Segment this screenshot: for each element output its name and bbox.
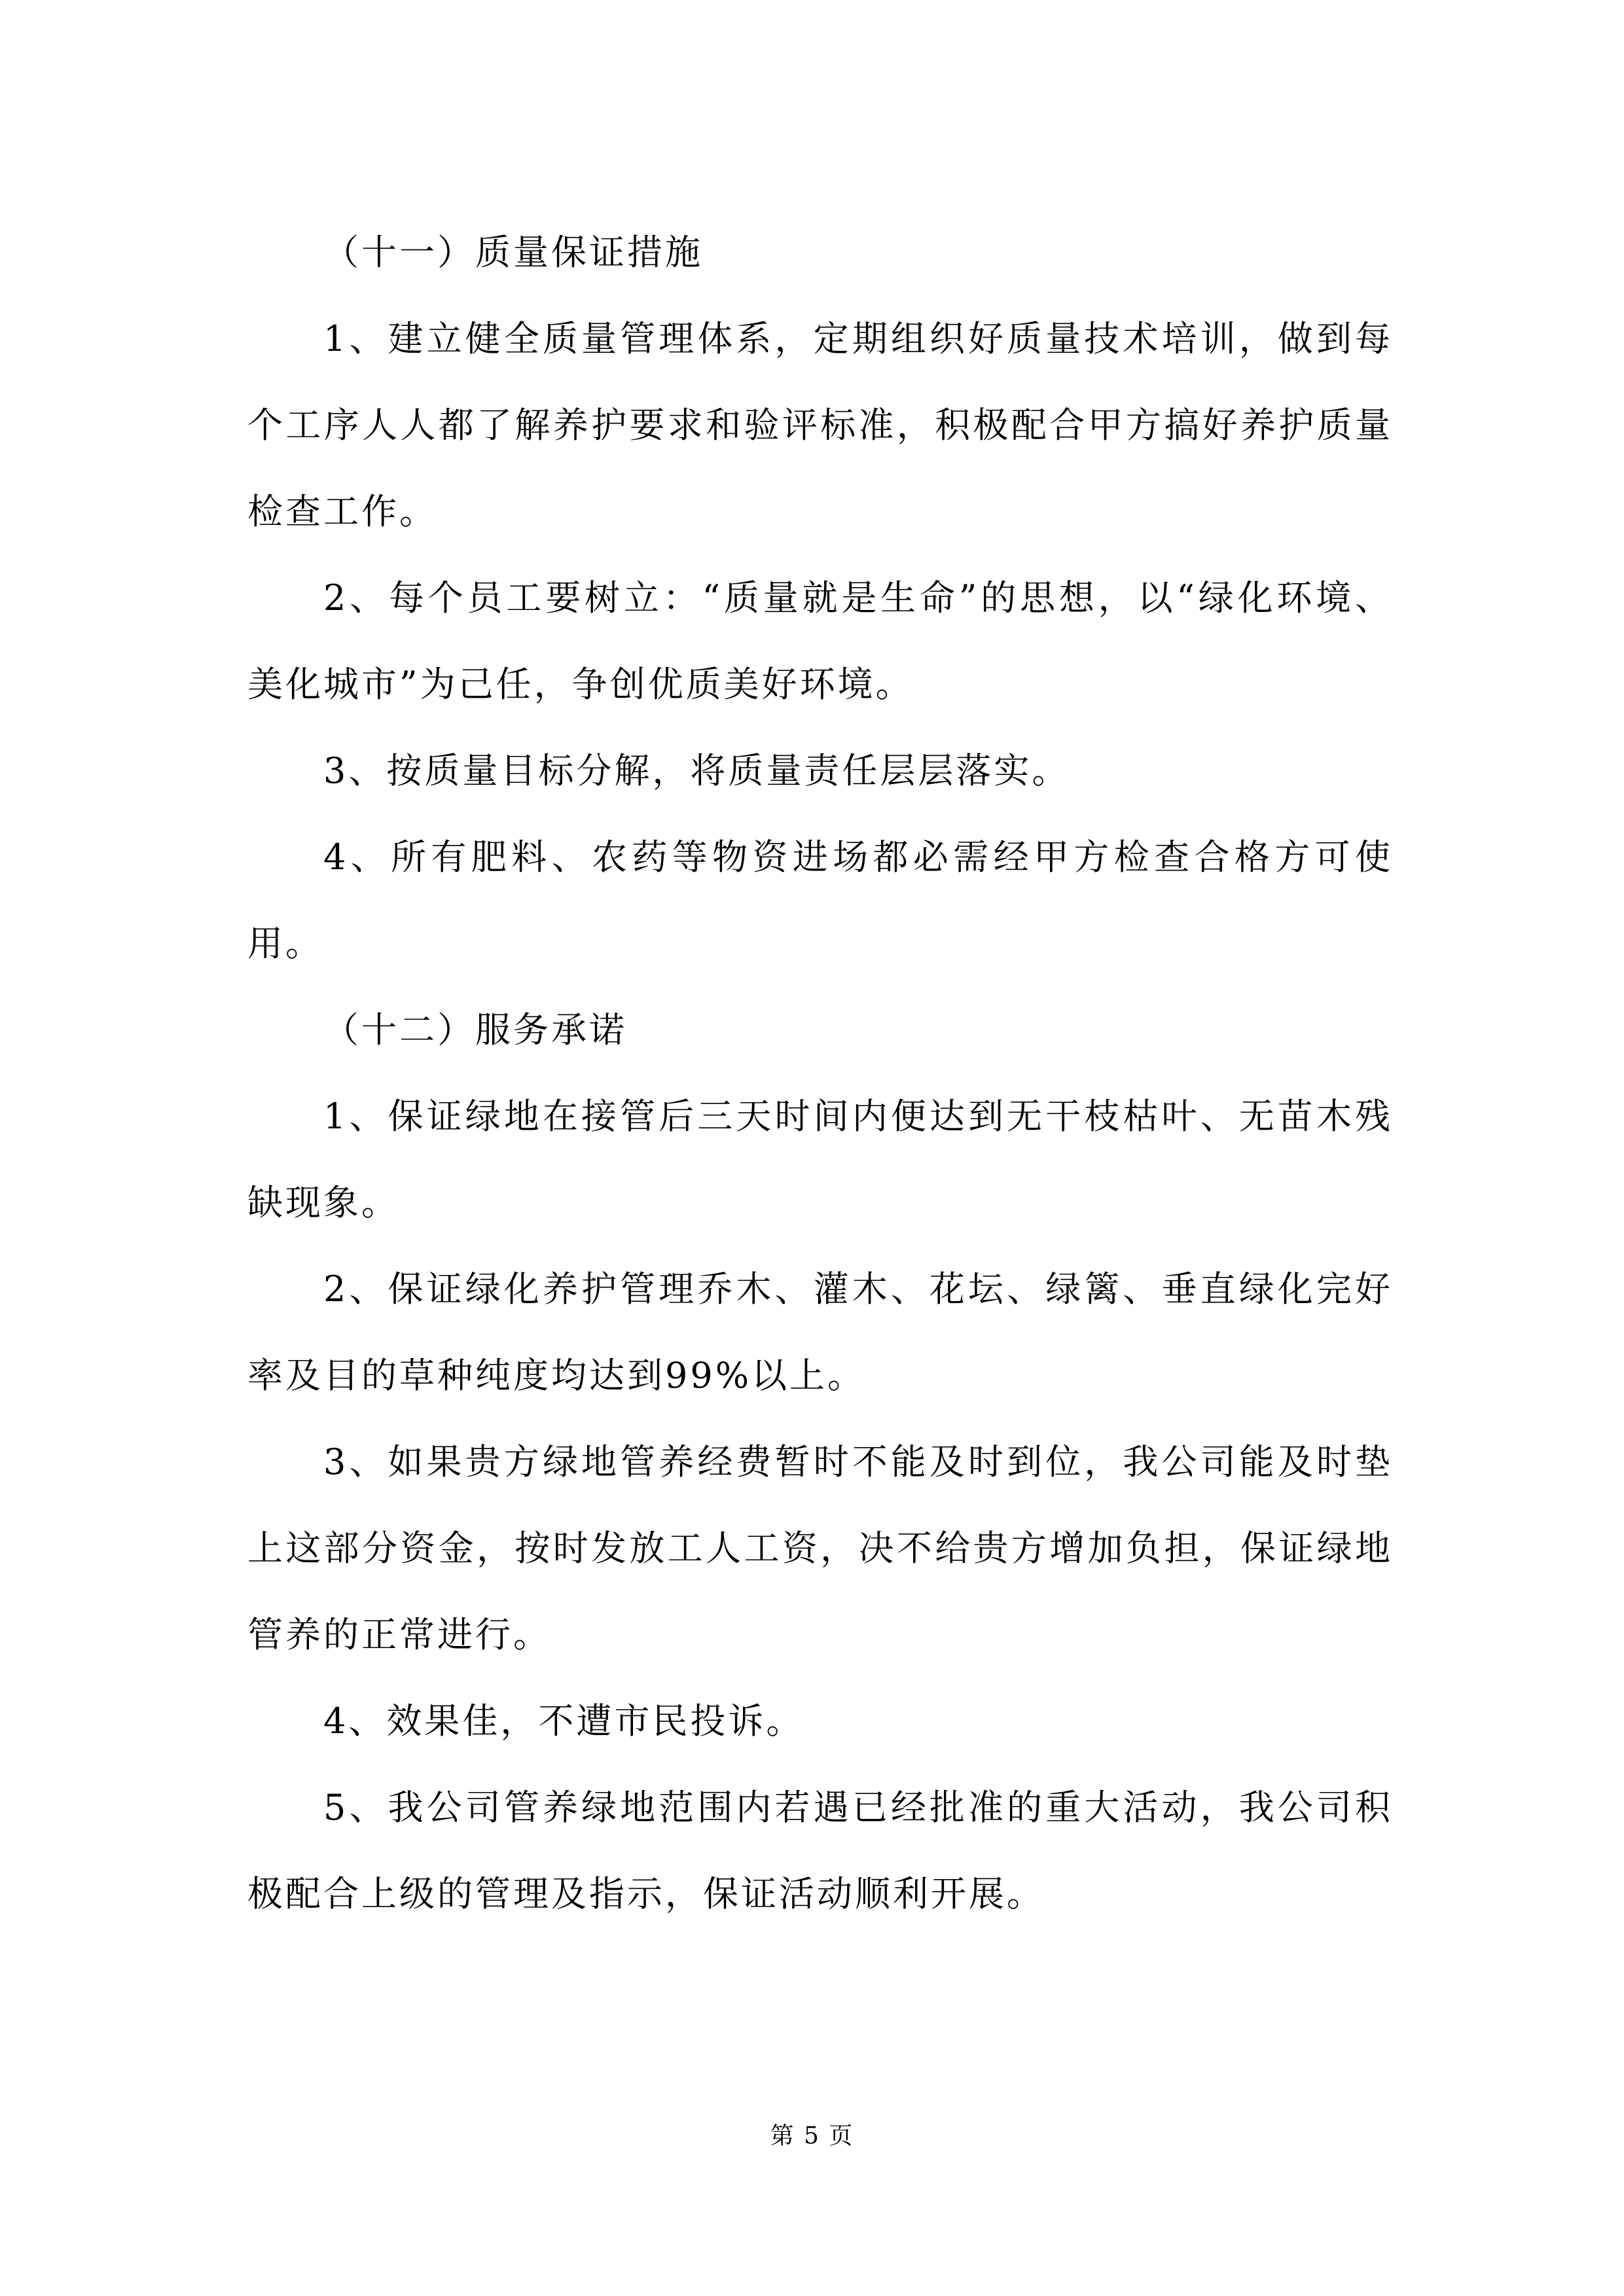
quality-item-2: 2、每个员工要树立：“质量就是生命”的思想，以“绿化环境、美化城市”为己任，争创优质美好环境。 xyxy=(247,577,1393,705)
service-item-4: 4、效果佳，不遭市民投诉。 xyxy=(323,1700,804,1742)
quality-item-4: 4、所有肥料、农药等物资进场都必需经甲方检查合格方可使用。 xyxy=(247,836,1393,964)
quality-item-1: 1、建立健全质量管理体系，定期组织好质量技术培训，做到每个工序人人都了解养护要求和验评标准，积极配合甲方搞好养护质量检查工作。 xyxy=(247,318,1393,532)
section-heading-service: （十二）服务承诺 xyxy=(323,1009,627,1050)
service-item-3: 3、如果贵方绿地管养经费暂时不能及时到位，我公司能及时垫上这部分资金，按时发放工人工资，决不给贵方增加负担，保证绿地管养的正常进行。 xyxy=(247,1441,1393,1655)
page-number: 第 5 页 xyxy=(770,2123,854,2149)
quality-item-3: 3、按质量目标分解，将质量责任层层落实。 xyxy=(323,750,1070,791)
section-heading-quality: （十一）质量保证措施 xyxy=(323,232,703,273)
document-body xyxy=(247,209,1393,1937)
service-item-2: 2、保证绿化养护管理乔木、灌木、花坛、绿篱、垂直绿化完好率及目的草种纯度均达到99%以上。 xyxy=(247,1268,1393,1396)
service-item-5: 5、我公司管养绿地范围内若遇已经批准的重大活动，我公司积极配合上级的管理及指示，保证活动顺利开展。 xyxy=(247,1787,1393,1914)
service-item-1: 1、保证绿地在接管后三天时间内便达到无干枝枯叶、无苗木残缺现象。 xyxy=(247,1096,1393,1223)
